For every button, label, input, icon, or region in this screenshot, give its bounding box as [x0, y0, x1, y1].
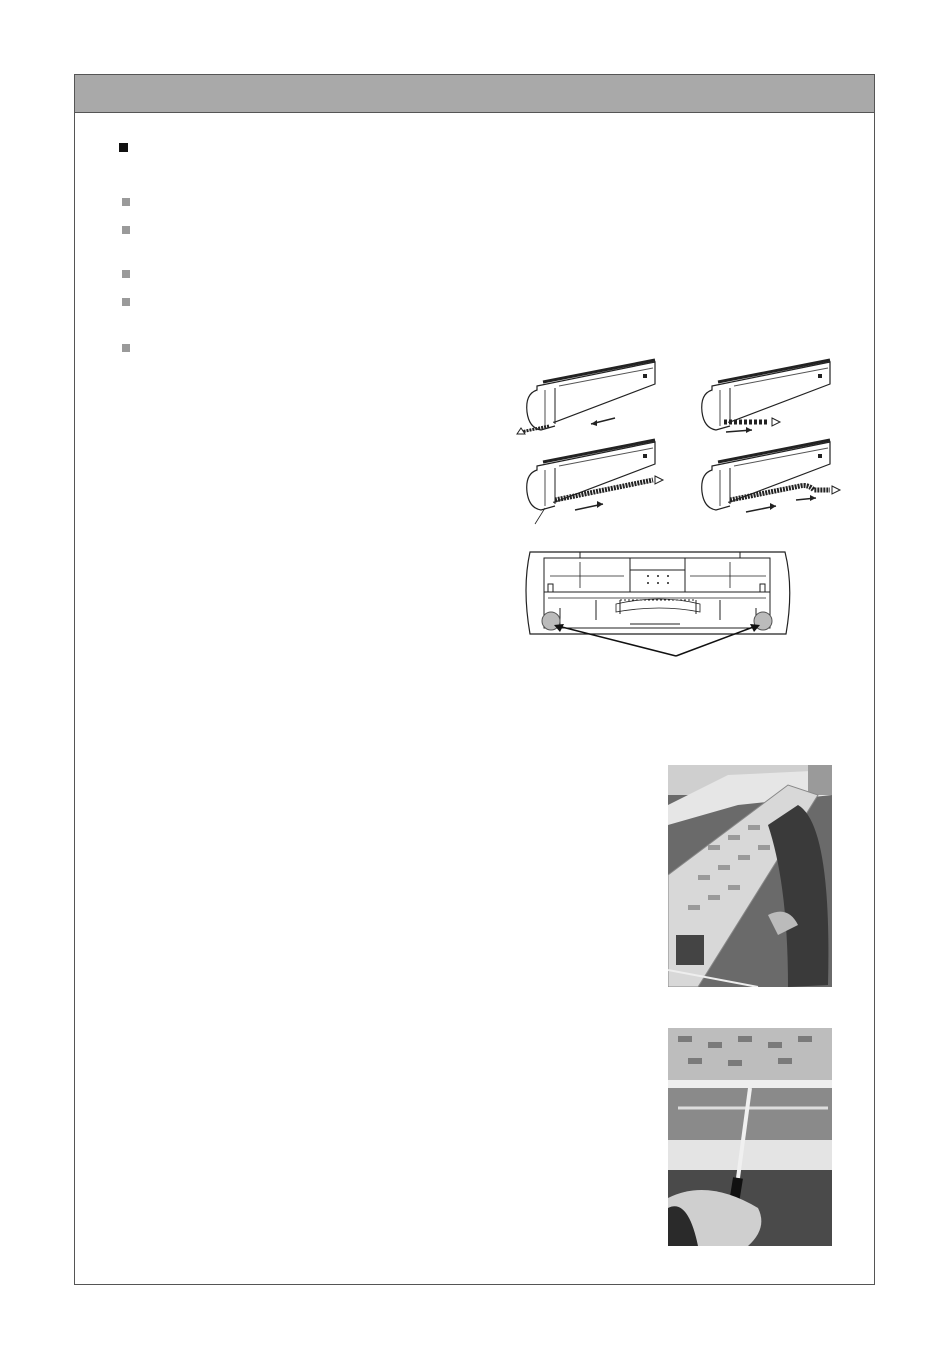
back-panel-diagram [520, 548, 795, 663]
unit-diagram-4 [702, 440, 840, 512]
drain-hose-diagrams [505, 355, 845, 535]
unit-diagram-2 [702, 360, 830, 433]
unit-diagram-1 [517, 360, 655, 434]
unit-diagram-3 [527, 440, 663, 524]
section-bullet-icon [119, 143, 128, 152]
grey-square-bullet-icon [122, 226, 130, 234]
header-bar [75, 75, 874, 113]
grey-square-bullet-icon [122, 344, 130, 352]
grey-square-bullet-icon [122, 198, 130, 206]
grey-square-bullet-icon [122, 270, 130, 278]
grey-square-bullet-icon [122, 298, 130, 306]
photo-unit-back [668, 765, 832, 987]
photo-screwdriver-panel [668, 1028, 832, 1246]
